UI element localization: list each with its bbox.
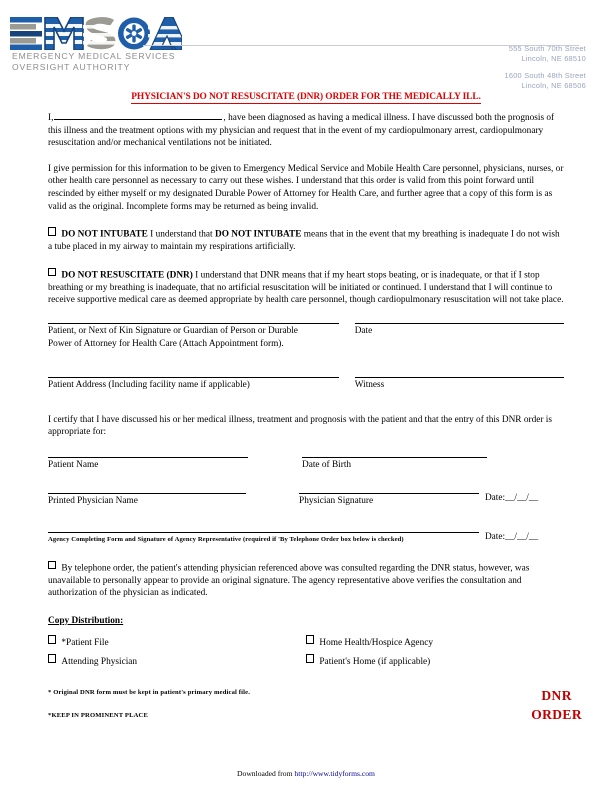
document-body	[48, 110, 564, 721]
copy-item-home-health[interactable]	[306, 634, 564, 653]
dni-bold-inline: DO NOT INTUBATE	[214, 229, 302, 240]
copy-item-attending-physician-label: Attending Physician	[61, 656, 138, 667]
address-2-city: Lincoln, NE 68506	[521, 80, 586, 90]
copy-distribution-right-column	[306, 634, 564, 672]
dnr-text-1: I understand that DNR means that if my heart stops beating, or is inadequate, or that if I stop breathing or my breathing is inadequate, that no artificial resuscitation will be initiated or continued. I understand that I will continue to receive supportive medical care as deemed appropriate by health care personnel, though cardiopulmonary resuscitation will not take place.	[48, 270, 564, 306]
agency-label: Agency Completing Form and Signature of Agency Representative (required if 'By Telephone Order box below is checked)	[48, 535, 404, 543]
patient-address-field[interactable]	[48, 377, 339, 391]
signature-date-label: Date	[354, 325, 373, 336]
telephone-order-text: By telephone order, the patient's attending physician referenced above was consulted regarding the DNR status, however, was unavailable to personally appear to provide an original signature. The agency representative above verifies the consultation and authorization of the physician as indicated.	[48, 562, 530, 599]
dnr-order-stamp	[531, 686, 582, 724]
option-do-not-resuscitate	[48, 268, 564, 307]
date-of-birth-field[interactable]	[302, 457, 487, 471]
patient-name-label: Patient Name	[48, 459, 99, 470]
printed-physician-name-label: Printed Physician Name	[48, 496, 138, 507]
address-1-city: Lincoln, NE 68510	[521, 53, 586, 63]
column-gap	[248, 457, 302, 471]
footnote-original-dnr: * Original DNR form must be kept in patient's primary medical file.	[48, 688, 250, 696]
witness-label: Witness	[354, 379, 385, 390]
copy-distribution-section	[48, 616, 564, 672]
checkbox-by-telephone-order[interactable]	[48, 561, 56, 569]
dnr-bold-lead: DO NOT RESUSCITATE (DNR)	[61, 270, 193, 281]
agency-row	[48, 532, 564, 544]
copy-distribution-heading: Copy Distribution:	[48, 615, 124, 626]
agency-field[interactable]	[48, 532, 479, 544]
checkbox-patients-home[interactable]	[306, 654, 314, 662]
printed-physician-name-field[interactable]	[48, 493, 246, 507]
address-1	[504, 44, 586, 63]
patient-name-blank[interactable]	[54, 110, 222, 120]
checkbox-attending-physician[interactable]	[48, 654, 56, 662]
emsoa-logo	[10, 17, 185, 77]
copy-item-patients-home-label: Patient's Home (if applicable)	[319, 656, 431, 667]
certification-row-2	[48, 493, 564, 507]
patient-address-label: Patient Address (Including facility name if applicable)	[48, 379, 250, 390]
date-of-birth-label: Date of Birth	[302, 459, 352, 470]
copy-item-attending-physician[interactable]	[48, 653, 306, 672]
page-footer	[0, 769, 612, 778]
checkbox-do-not-intubate[interactable]	[48, 227, 56, 235]
org-name-line2: OVERSIGHT AUTHORITY	[12, 62, 131, 72]
intro-paragraph	[48, 110, 564, 150]
dnr-stamp-line2: ORDER	[531, 707, 582, 722]
dni-text-2: means that in the event that my breathing is inadequate I do not wish a tube placed in my airway to maintain my respirations artificially.	[48, 229, 560, 253]
signature-section	[48, 323, 564, 391]
permission-paragraph: I give permission for this information to be given to Emergency Medical Service and Mobile Health Care personnel, physicians, nurses, or other health care personnel as necessary to carry out these wishes. I understand that this order is valid from this point forward until rescinded by either myself or my designated Durable Power of Attorney for Health Care, and further agree that a copy of this form is as valid as the original. Incomplete forms may be returned as being invalid.	[48, 163, 564, 212]
patient-signature-label-1: Patient, or Next of Kin Signature or Guardian of Person or Durable	[48, 325, 298, 336]
option-do-not-intubate	[48, 227, 564, 254]
column-gap	[339, 377, 355, 391]
checkbox-home-health-hospice[interactable]	[306, 635, 314, 643]
office-addresses	[504, 44, 586, 90]
copy-item-home-health-label: Home Health/Hospice Agency	[319, 637, 433, 648]
org-name-line1: EMERGENCY MEDICAL SERVICES	[12, 51, 176, 61]
certification-row-1	[48, 457, 564, 471]
copy-distribution-left-column	[48, 634, 306, 672]
dni-text-1: I understand that	[147, 229, 215, 240]
intro-prefix: I,	[48, 113, 54, 123]
copy-item-patients-home[interactable]	[306, 653, 564, 672]
patient-signature-label-2: Power of Attorney for Health Care (Attach Appointment form).	[48, 339, 284, 350]
address-2	[504, 71, 586, 90]
patient-name-field[interactable]	[48, 457, 248, 471]
signature-date-field[interactable]	[355, 323, 564, 351]
signature-row-2	[48, 377, 564, 391]
dni-bold-lead: DO NOT INTUBATE	[61, 229, 148, 240]
certification-paragraph: I certify that I have discussed his or her medical illness, treatment and prognosis with the patient and that the entry of this DNR order is appropriate for:	[48, 414, 552, 438]
checkbox-patient-file[interactable]	[48, 635, 56, 643]
signature-row-1	[48, 323, 564, 351]
address-2-street: 1600 South 48th Street	[504, 71, 586, 81]
copy-item-patient-file-label: *Patient File	[61, 637, 109, 648]
copy-distribution-grid	[48, 634, 564, 672]
witness-field[interactable]	[355, 377, 564, 391]
physician-date-field[interactable]: Date:__/__/__	[484, 493, 539, 504]
physician-signature-label: Physician Signature	[299, 496, 374, 507]
checkbox-do-not-resuscitate[interactable]	[48, 268, 56, 276]
copy-item-patient-file[interactable]	[48, 634, 306, 653]
agency-date-field[interactable]: Date:__/__/__	[484, 531, 539, 542]
patient-signature-field[interactable]	[48, 323, 339, 351]
address-1-street: 555 South 70th Street	[508, 44, 586, 53]
footnote-keep-prominent: *KEEP IN PROMINENT PLACE	[48, 711, 149, 719]
document-title	[0, 92, 612, 102]
document-title-text: PHYSICIAN'S DO NOT RESUSCITATE (DNR) ORDER FOR THE MEDICALLY ILL.	[131, 92, 481, 102]
physician-signature-field[interactable]	[299, 493, 479, 507]
dnr-stamp-line1: DNR	[541, 688, 572, 703]
footer-source-link[interactable]: http://www.tidyforms.com	[294, 769, 375, 778]
telephone-order-paragraph	[48, 561, 564, 600]
page-header	[0, 0, 612, 92]
footer-prefix: Downloaded from	[237, 769, 295, 778]
column-gap	[339, 323, 355, 351]
intro-rest: , have been diagnosed as having a medical illness. I have discussed both the prognosis of this illness and the treatment options with my physician and request that in the event of my cardiopulmonary arrest, cardiopulmonary resuscitation and/or mechanical ventilations not be initiated.	[48, 113, 555, 149]
